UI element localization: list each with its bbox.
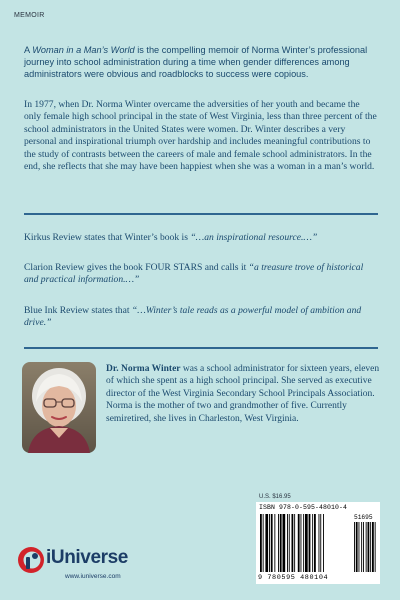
author-bio-text: was a school administrator for sixteen years, eleven of which she spent as a high school principal. She served as executive director of the West Virginia Secondary School Principals Association. Norma is the mother of two and grandmother of five. Currently semiretired, she lives in Charleston, West Virginia. [106, 364, 380, 424]
description-paragraph-2: In 1977, when Dr. Norma Winter overcame the adversities of her youth and became the only female high school principal in the state of West Virginia, less than three percent of the school administrators in the United States were women. Dr. Winter describes a very personal and inspirational triumph over hardship and includes meaningful contributions to the study of contrasts between the careers of male and female school administrators. In the end, she reflects that she may have been happiest when she was a woman in a man’s world. [24, 99, 377, 173]
barcode-bar [260, 514, 262, 572]
barcode-addon-bar [354, 522, 355, 572]
divider-bottom [24, 347, 378, 349]
review-quote: “…an inspirational resource.…” [190, 232, 318, 243]
review-lead: Clarion Review gives the book FOUR STARS and calls it [24, 262, 249, 273]
barcode-bar [319, 514, 320, 572]
price-code: 51695 [354, 514, 373, 521]
barcode-addon-bar [361, 522, 362, 572]
barcode-addon-bar [356, 522, 358, 572]
publisher-logo [16, 545, 176, 587]
barcode-bar [271, 514, 273, 572]
review-quote: “a treasure trove of historical and practical information.…” [24, 262, 364, 286]
barcode-addon-bar [372, 522, 374, 572]
description-rest: is the compelling memoir of Norma Winter’s professional journey into school administration during a time when gender differences among administrators were obvious and roadblocks to success were copious. [24, 45, 368, 79]
barcode-bar [287, 514, 288, 572]
genre-label: MEMOIR [14, 12, 45, 19]
barcode-bar [298, 514, 300, 572]
isbn-text: ISBN 978-0-595-48010-4 [259, 504, 348, 511]
iuniverse-logo-icon [16, 545, 46, 575]
author-name: Dr. Norma Winter [106, 364, 181, 374]
barcode-bar [269, 514, 270, 572]
barcode-bar [283, 514, 286, 572]
barcode-bar [323, 514, 324, 572]
barcode-addon-bar [359, 522, 360, 572]
barcode-bar [305, 514, 308, 572]
barcode-digits: 9 780595 480104 [258, 574, 329, 582]
barcode-addon-bar [370, 522, 371, 572]
barcode-bar [289, 514, 290, 572]
author-photo [22, 362, 96, 453]
barcode-bar [309, 514, 311, 572]
publisher-name: iUniverse [46, 547, 128, 568]
review-lead: Blue Ink Review states that [24, 305, 132, 316]
review-clarion [24, 262, 379, 287]
barcode-bar [265, 514, 268, 572]
barcode-bar [274, 514, 275, 572]
barcode-bars [256, 502, 380, 584]
barcode-bar [314, 514, 316, 572]
publisher-url: www.iuniverse.com [65, 573, 121, 580]
barcode-addon-bar [363, 522, 364, 572]
barcode-bar [303, 514, 304, 572]
barcode-bar [312, 514, 313, 572]
price-label: U.S. $16.95 [259, 494, 291, 500]
barcode-bar [301, 514, 302, 572]
review-blue-ink [24, 305, 379, 330]
review-quote: “…Winter’s tale reads as a powerful model of ambition and drive.” [24, 305, 362, 329]
description-prefix: A [24, 45, 33, 55]
barcode-bar [320, 514, 321, 572]
barcode-bar [294, 514, 295, 572]
barcode-bar [263, 514, 264, 572]
author-bio [106, 363, 382, 425]
author-portrait-image [22, 362, 96, 453]
book-title-italic: Woman in a Man’s World [32, 45, 135, 55]
barcode-bar [280, 514, 282, 572]
barcode-bar [292, 514, 294, 572]
divider-top [24, 213, 378, 215]
description-paragraph-1 [24, 44, 379, 80]
barcode-bar [278, 514, 279, 572]
isbn-barcode [256, 502, 380, 584]
review-kirkus [24, 232, 379, 244]
barcode-addon-bar [368, 522, 370, 572]
barcode-addon-bar [366, 522, 367, 572]
barcode-addon-bar [375, 522, 376, 572]
review-lead: Kirkus Review states that Winter’s book is [24, 232, 191, 243]
